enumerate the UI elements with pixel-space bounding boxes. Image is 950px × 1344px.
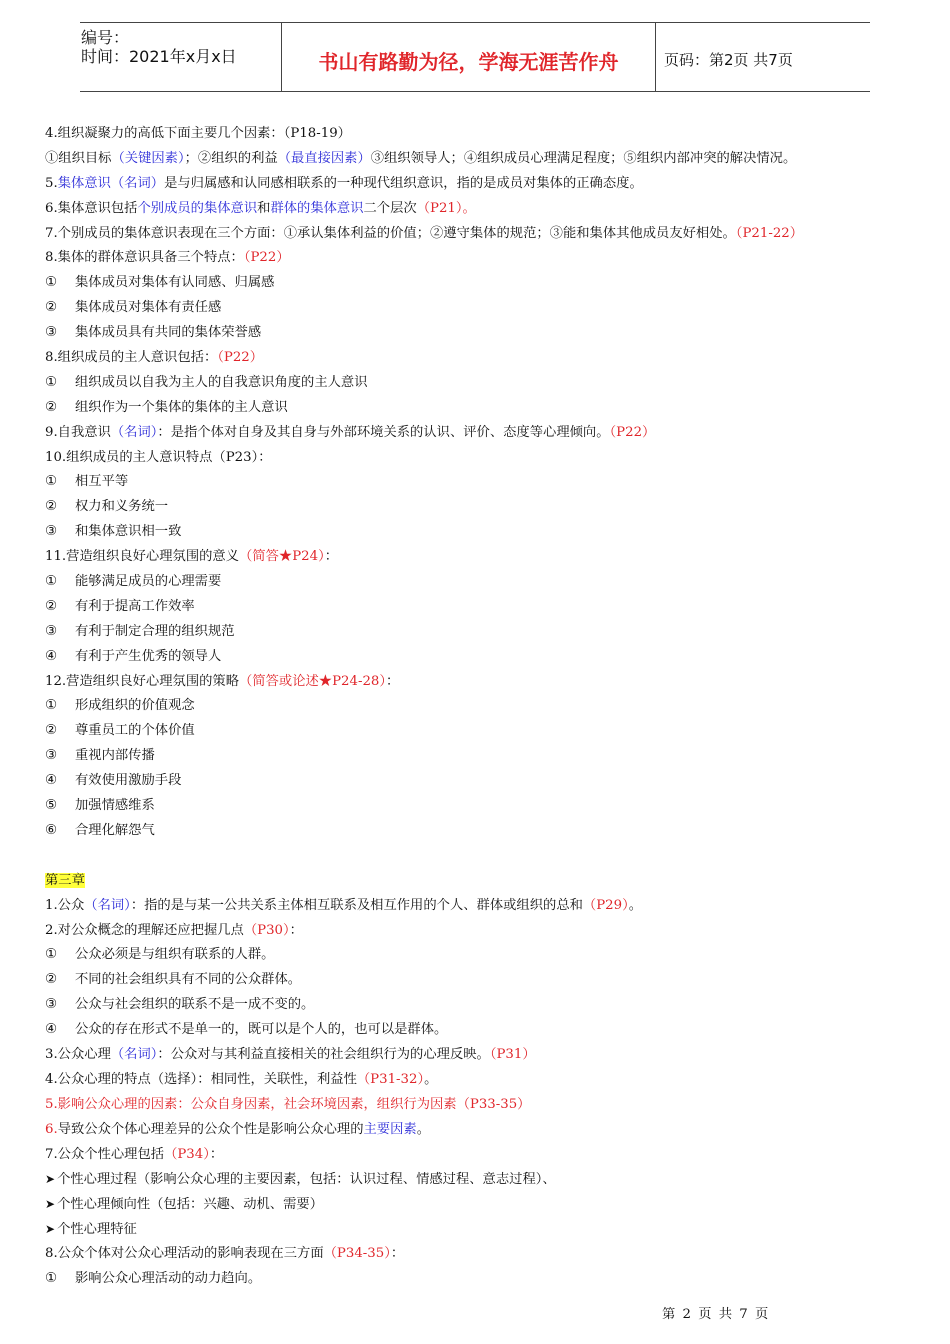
text-run: 6.集体意识包括 xyxy=(45,200,138,216)
text-run: 1.公众 xyxy=(45,897,85,913)
list-marker: ③ xyxy=(45,997,57,1013)
text-run: 群体的集体意识 xyxy=(270,200,364,216)
text-line xyxy=(45,296,885,321)
text-run: 10.组织成员的主人意识特点（P23）： xyxy=(45,449,272,465)
header-page-info: 页码：第2页 共7页 xyxy=(664,51,793,69)
list-marker: ① xyxy=(45,474,57,490)
list-marker: ② xyxy=(45,598,57,614)
text-run: 导致公众个体心理差异的公众个性是影响公众心理的 xyxy=(57,1121,364,1137)
text-run: 有利于产生优秀的领导人 xyxy=(75,648,222,664)
text-line xyxy=(45,595,885,620)
text-line xyxy=(45,470,885,495)
chapter-heading: 第三章 xyxy=(45,872,85,888)
text-run: 3.公众心理 xyxy=(45,1046,111,1062)
text-line xyxy=(45,122,885,147)
text-run: 公众必须是与组织有联系的人群。 xyxy=(75,947,275,963)
blank-line xyxy=(45,844,885,869)
text-run: 5.影响公众心理的因素：公众自身因素，社会环境因素，组织行为因素（P33-35） xyxy=(45,1096,531,1112)
text-run: 主要因素 xyxy=(363,1121,417,1137)
text-line xyxy=(45,1018,885,1043)
text-line xyxy=(45,1267,885,1292)
text-run: （P34-35） xyxy=(323,1246,391,1262)
text-line xyxy=(45,545,885,570)
text-run: （简答★P24） xyxy=(239,549,325,565)
text-run: （名词） xyxy=(84,897,131,913)
text-run: 和集体意识相一致 xyxy=(75,524,182,540)
text-line xyxy=(45,719,885,744)
text-run: 2.对公众概念的理解还应把握几点 xyxy=(45,922,244,938)
text-line xyxy=(45,246,885,271)
list-marker: ④ xyxy=(45,773,57,789)
list-marker: ③ xyxy=(45,748,57,764)
text-run: ①组织目标 xyxy=(45,150,112,166)
text-run: 6. xyxy=(45,1121,58,1137)
text-run: （P22） xyxy=(609,424,656,440)
text-run: 8.组织成员的主人意识包括： xyxy=(45,350,218,366)
arrow-bullet-icon: ➤ xyxy=(45,1172,56,1187)
text-run: 尊重员工的个体价值 xyxy=(75,723,195,739)
text-run: ： xyxy=(209,1146,224,1162)
list-marker: ② xyxy=(45,499,57,515)
text-run: 7.个别成员的集体意识表现在三个方面：①承认集体利益的价值；②遵守集体的规范；③能和集体其他成员友好相处。 xyxy=(45,225,736,241)
text-run: ： xyxy=(390,1246,405,1262)
text-run: （名词） xyxy=(110,424,158,440)
header-page-cell xyxy=(655,23,870,91)
list-marker: ④ xyxy=(45,648,57,664)
text-run: （P31） xyxy=(489,1046,536,1062)
text-run: 8.集体的群体意识具备三个特点： xyxy=(45,250,244,266)
text-line xyxy=(45,894,885,919)
text-run: 有利于提高工作效率 xyxy=(75,598,195,614)
text-line xyxy=(45,371,885,396)
text-run: ： xyxy=(289,922,303,938)
text-line xyxy=(45,222,885,247)
text-run: 影响公众心理活动的动力趋向。 xyxy=(75,1270,262,1286)
text-run: 有利于制定合理的组织规范 xyxy=(75,623,235,639)
text-run: （最直接因素） xyxy=(277,150,371,166)
text-line xyxy=(45,1192,885,1217)
list-marker: ⑥ xyxy=(45,822,57,838)
text-run: 公众的存在形式不是单一的，既可以是个人的，也可以是群体。 xyxy=(75,1022,448,1038)
text-run: 4.公众心理的特点（选择）：相同性，关联性，利益性 xyxy=(45,1071,357,1087)
list-marker: ① xyxy=(45,698,57,714)
header-motto: 书山有路勤为径，学海无涯苦作舟 xyxy=(318,50,619,74)
text-run: 12.营造组织良好心理氛围的策略 xyxy=(45,673,240,689)
text-run: ： xyxy=(324,549,339,565)
text-run: 二个层次 xyxy=(363,200,417,216)
header-meta-cell xyxy=(80,23,280,91)
text-run: 集体成员具有共同的集体荣誉感 xyxy=(75,325,262,341)
list-marker: ④ xyxy=(45,1022,57,1038)
document-body xyxy=(45,122,885,1292)
text-run: 合理化解怨气 xyxy=(75,822,155,838)
text-run: 形成组织的价值观念 xyxy=(75,698,195,714)
list-marker: ① xyxy=(45,947,57,963)
text-line xyxy=(45,1043,885,1068)
text-run: ： xyxy=(386,673,400,689)
list-marker: ② xyxy=(45,300,57,316)
text-run: ；②组织的利益 xyxy=(184,150,278,166)
text-run: 7.公众个性心理包括 xyxy=(45,1146,165,1162)
text-run: 。 xyxy=(416,1121,430,1137)
text-run: （P21）。 xyxy=(416,200,476,216)
text-run: ③组织领导人；④组织成员心理满足程度；⑤组织内部冲突的解决情况。 xyxy=(370,150,797,166)
text-run: （P34） xyxy=(164,1146,210,1162)
text-run: ：公众对与其利益直接相关的社会组织行为的心理反映。 xyxy=(157,1046,490,1062)
text-line xyxy=(45,819,885,844)
text-line xyxy=(45,421,885,446)
text-line xyxy=(45,794,885,819)
text-line xyxy=(45,943,885,968)
text-run: 个性心理特征 xyxy=(57,1222,137,1238)
list-marker: ③ xyxy=(45,524,57,540)
list-marker: ① xyxy=(45,275,57,291)
text-run: 集体成员对集体有认同感、归属感 xyxy=(75,275,275,291)
text-run: 集体成员对集体有责任感 xyxy=(75,300,222,316)
list-marker: ② xyxy=(45,399,57,415)
text-run: ：是指个体对自身及其自身与外部环境关系的认识、评价、态度等心理倾向。 xyxy=(157,424,610,440)
text-run: 11.营造组织良好心理氛围的意义 xyxy=(45,549,240,565)
text-run: 组织作为一个集体的集体的主人意识 xyxy=(75,399,288,415)
text-run: （简答或论述★P24-28） xyxy=(239,673,387,689)
text-line xyxy=(45,396,885,421)
text-line xyxy=(45,197,885,222)
text-run: 个别成员的集体意识 xyxy=(137,200,258,216)
header-number-label: 编号： xyxy=(81,28,130,47)
text-run: 权力和义务统一 xyxy=(75,499,169,515)
text-line xyxy=(45,172,885,197)
text-run: 公众与社会组织的联系不是一成不变的。 xyxy=(75,997,315,1013)
header-time-label: 时间：2021年x月x日 xyxy=(81,47,237,66)
text-run: （P30） xyxy=(243,922,290,938)
text-run: （关键因素） xyxy=(111,150,185,166)
header-motto-cell xyxy=(281,23,656,91)
text-run: （名词） xyxy=(110,1046,158,1062)
text-line xyxy=(45,570,885,595)
text-run: 重视内部传播 xyxy=(75,748,155,764)
text-line xyxy=(45,1167,885,1192)
text-line xyxy=(45,645,885,670)
list-marker: ① xyxy=(45,374,57,390)
page-footer: 第 2 页 共 7 页 xyxy=(662,1307,769,1322)
text-line xyxy=(45,1093,885,1118)
text-run: 。 xyxy=(628,897,643,913)
text-run: （P29） xyxy=(582,897,629,913)
text-line xyxy=(45,1242,885,1267)
list-marker: ⑤ xyxy=(45,798,57,814)
arrow-bullet-icon: ➤ xyxy=(45,1222,56,1237)
text-run: （P22） xyxy=(243,250,290,266)
text-run: （P22） xyxy=(217,350,264,366)
list-marker: ③ xyxy=(45,325,57,341)
list-marker: ① xyxy=(45,1270,57,1286)
arrow-bullet-icon: ➤ xyxy=(45,1197,56,1212)
text-run: （P31-32） xyxy=(356,1071,425,1087)
text-line xyxy=(45,321,885,346)
text-line xyxy=(45,919,885,944)
text-line xyxy=(45,1118,885,1143)
text-run: 9.自我意识 xyxy=(45,424,111,440)
text-run: 有效使用激励手段 xyxy=(75,773,182,789)
text-run: 集体意识（名词） xyxy=(57,175,165,191)
text-line xyxy=(45,346,885,371)
page-header xyxy=(80,22,870,92)
text-run: 和 xyxy=(257,200,271,216)
text-run: （P21-22） xyxy=(735,225,804,241)
text-line xyxy=(45,520,885,545)
list-marker: ② xyxy=(45,972,57,988)
text-line xyxy=(45,147,885,172)
text-line xyxy=(45,271,885,296)
text-line xyxy=(45,744,885,769)
text-run: 是与归属感和认同感相联系的一种现代组织意识，指的是成员对集体的正确态度。 xyxy=(164,175,643,191)
text-run: 8.公众个体对公众心理活动的影响表现在三方面 xyxy=(45,1246,324,1262)
text-run: 不同的社会组织具有不同的公众群体。 xyxy=(75,972,302,988)
text-line xyxy=(45,446,885,471)
text-line xyxy=(45,620,885,645)
list-marker: ② xyxy=(45,723,57,739)
text-line xyxy=(45,1217,885,1242)
text-line xyxy=(45,1068,885,1093)
text-run: 个性心理过程（影响公众心理的主要因素，包括：认识过程、情感过程、意志过程）、 xyxy=(57,1172,556,1188)
text-run: 个性心理倾向性（包括：兴趣、动机、需要） xyxy=(57,1197,323,1213)
text-run: 加强情感维系 xyxy=(75,798,155,814)
text-run: 能够满足成员的心理需要 xyxy=(75,574,222,590)
text-run: 组织成员以自我为主人的自我意识角度的主人意识 xyxy=(75,374,368,390)
text-line xyxy=(45,968,885,993)
text-run: 4.组织凝聚力的高低下面主要几个因素：（P18-19） xyxy=(45,126,351,141)
text-run: 相互平等 xyxy=(75,474,129,490)
text-line xyxy=(45,694,885,719)
text-line xyxy=(45,769,885,794)
text-line xyxy=(45,670,885,695)
text-run: 5. xyxy=(45,175,58,191)
text-run: ：指的是与某一公共关系主体相互联系及相互作用的个人、群体或组织的总和 xyxy=(130,897,583,913)
text-line xyxy=(45,869,885,894)
text-line xyxy=(45,495,885,520)
text-line xyxy=(45,993,885,1018)
text-run: 。 xyxy=(424,1071,438,1087)
text-line xyxy=(45,1143,885,1168)
list-marker: ③ xyxy=(45,623,57,639)
list-marker: ① xyxy=(45,574,57,590)
